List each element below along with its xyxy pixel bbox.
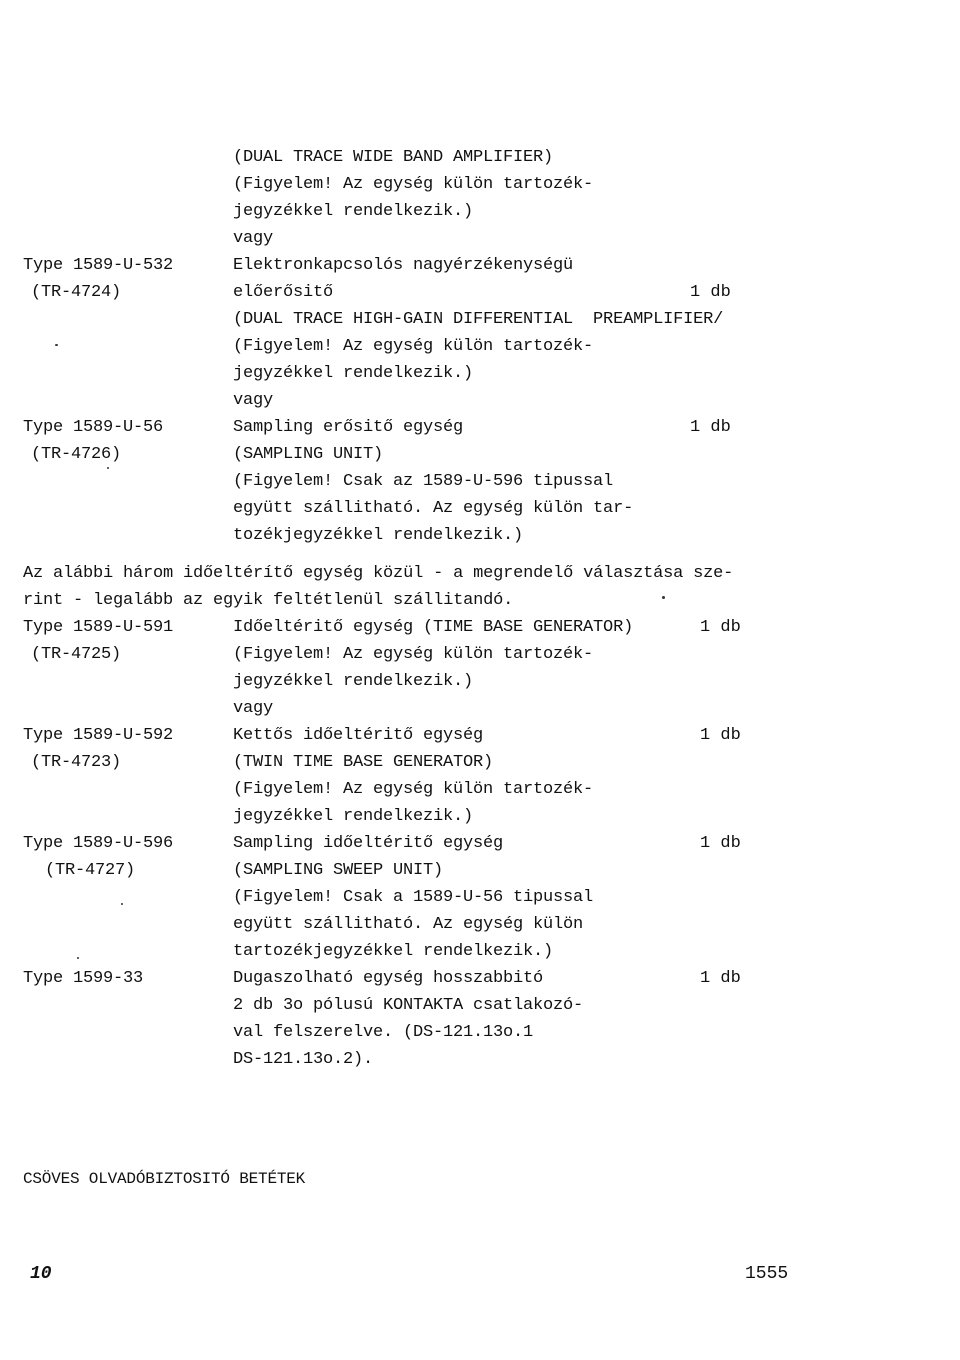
note-line: Az alábbi három időeltérítő egység közül - a megrendelő választása sze- bbox=[23, 564, 734, 583]
desc-line: vagy bbox=[233, 699, 274, 718]
desc-line: DS-121.13o.2). bbox=[233, 1050, 374, 1069]
type-label: Type 1589-U-532 bbox=[23, 256, 174, 275]
desc-line: jegyzékkel rendelkezik.) bbox=[233, 807, 474, 826]
scan-speck bbox=[121, 903, 123, 905]
desc-line: vagy bbox=[233, 229, 274, 248]
section-heading: CSÖVES OLVADÓBIZTOSITÓ BETÉTEK bbox=[23, 1170, 306, 1188]
note-line: rint - legalább az egyik feltétlenül szállitandó. bbox=[23, 591, 514, 610]
desc-line: (SAMPLING SWEEP UNIT) bbox=[233, 861, 444, 880]
tr-code: (TR-4727) bbox=[45, 861, 136, 880]
desc-line: együtt szállitható. Az egység külön tar- bbox=[233, 499, 634, 518]
type-label: Type 1589-U-596 bbox=[23, 834, 174, 853]
desc-line: Időeltéritő egység (TIME BASE GENERATOR) bbox=[233, 618, 634, 637]
desc-line: Kettős időeltéritő egység bbox=[233, 726, 484, 745]
quantity: 1 db bbox=[690, 418, 731, 437]
desc-line: együtt szállitható. Az egység külön bbox=[233, 915, 584, 934]
type-label: Type 1599-33 bbox=[23, 969, 144, 988]
page-number-right: 1555 bbox=[745, 1264, 789, 1284]
tr-code: (TR-4725) bbox=[31, 645, 122, 664]
scan-speck bbox=[77, 957, 79, 959]
desc-line: tozékjegyzékkel rendelkezik.) bbox=[233, 526, 524, 545]
tr-code: (TR-4723) bbox=[31, 753, 122, 772]
scan-speck bbox=[662, 596, 665, 599]
desc-line: tartozékjegyzékkel rendelkezik.) bbox=[233, 942, 554, 961]
desc-line: Sampling időeltéritő egység bbox=[233, 834, 504, 853]
desc-line: Sampling erősitő egység bbox=[233, 418, 464, 437]
quantity: 1 db bbox=[700, 969, 741, 988]
desc-line: előerősitő bbox=[233, 283, 334, 302]
desc-line: Elektronkapcsolós nagyérzékenységü bbox=[233, 256, 574, 275]
quantity: 1 db bbox=[690, 283, 731, 302]
type-label: Type 1589-U-591 bbox=[23, 618, 174, 637]
desc-line: jegyzékkel rendelkezik.) bbox=[233, 672, 474, 691]
desc-line: (DUAL TRACE HIGH-GAIN DIFFERENTIAL PREAMPLIFIER/ bbox=[233, 310, 724, 329]
page-number-left: 10 bbox=[30, 1264, 52, 1284]
quantity: 1 db bbox=[700, 618, 741, 637]
desc-line: vagy bbox=[233, 391, 274, 410]
desc-line: val felszerelve. (DS-121.13o.1 bbox=[233, 1023, 534, 1042]
desc-line: (Figyelem! Az egység külön tartozék- bbox=[233, 337, 594, 356]
quantity: 1 db bbox=[700, 834, 741, 853]
desc-line: (Figyelem! Csak az 1589-U-596 tipussal bbox=[233, 472, 614, 491]
desc-line: (TWIN TIME BASE GENERATOR) bbox=[233, 753, 494, 772]
desc-line: Dugaszolható egység hosszabbitó bbox=[233, 969, 544, 988]
desc-line: (SAMPLING UNIT) bbox=[233, 445, 384, 464]
scan-speck bbox=[55, 344, 58, 346]
tr-code: (TR-4726) bbox=[31, 445, 122, 464]
tr-code: (TR-4724) bbox=[31, 283, 122, 302]
quantity: 1 db bbox=[700, 726, 741, 745]
desc-line: (Figyelem! Az egység külön tartozék- bbox=[233, 645, 594, 664]
type-label: Type 1589-U-56 bbox=[23, 418, 164, 437]
desc-line: (DUAL TRACE WIDE BAND AMPLIFIER) bbox=[233, 148, 554, 167]
desc-line: 2 db 3o pólusú KONTAKTA csatlakozó- bbox=[233, 996, 584, 1015]
desc-line: (Figyelem! Az egység külön tartozék- bbox=[233, 175, 594, 194]
type-label: Type 1589-U-592 bbox=[23, 726, 174, 745]
scan-speck bbox=[107, 467, 109, 469]
desc-line: (Figyelem! Csak a 1589-U-56 tipussal bbox=[233, 888, 594, 907]
desc-line: (Figyelem! Az egység külön tartozék- bbox=[233, 780, 594, 799]
desc-line: jegyzékkel rendelkezik.) bbox=[233, 202, 474, 221]
desc-line: jegyzékkel rendelkezik.) bbox=[233, 364, 474, 383]
